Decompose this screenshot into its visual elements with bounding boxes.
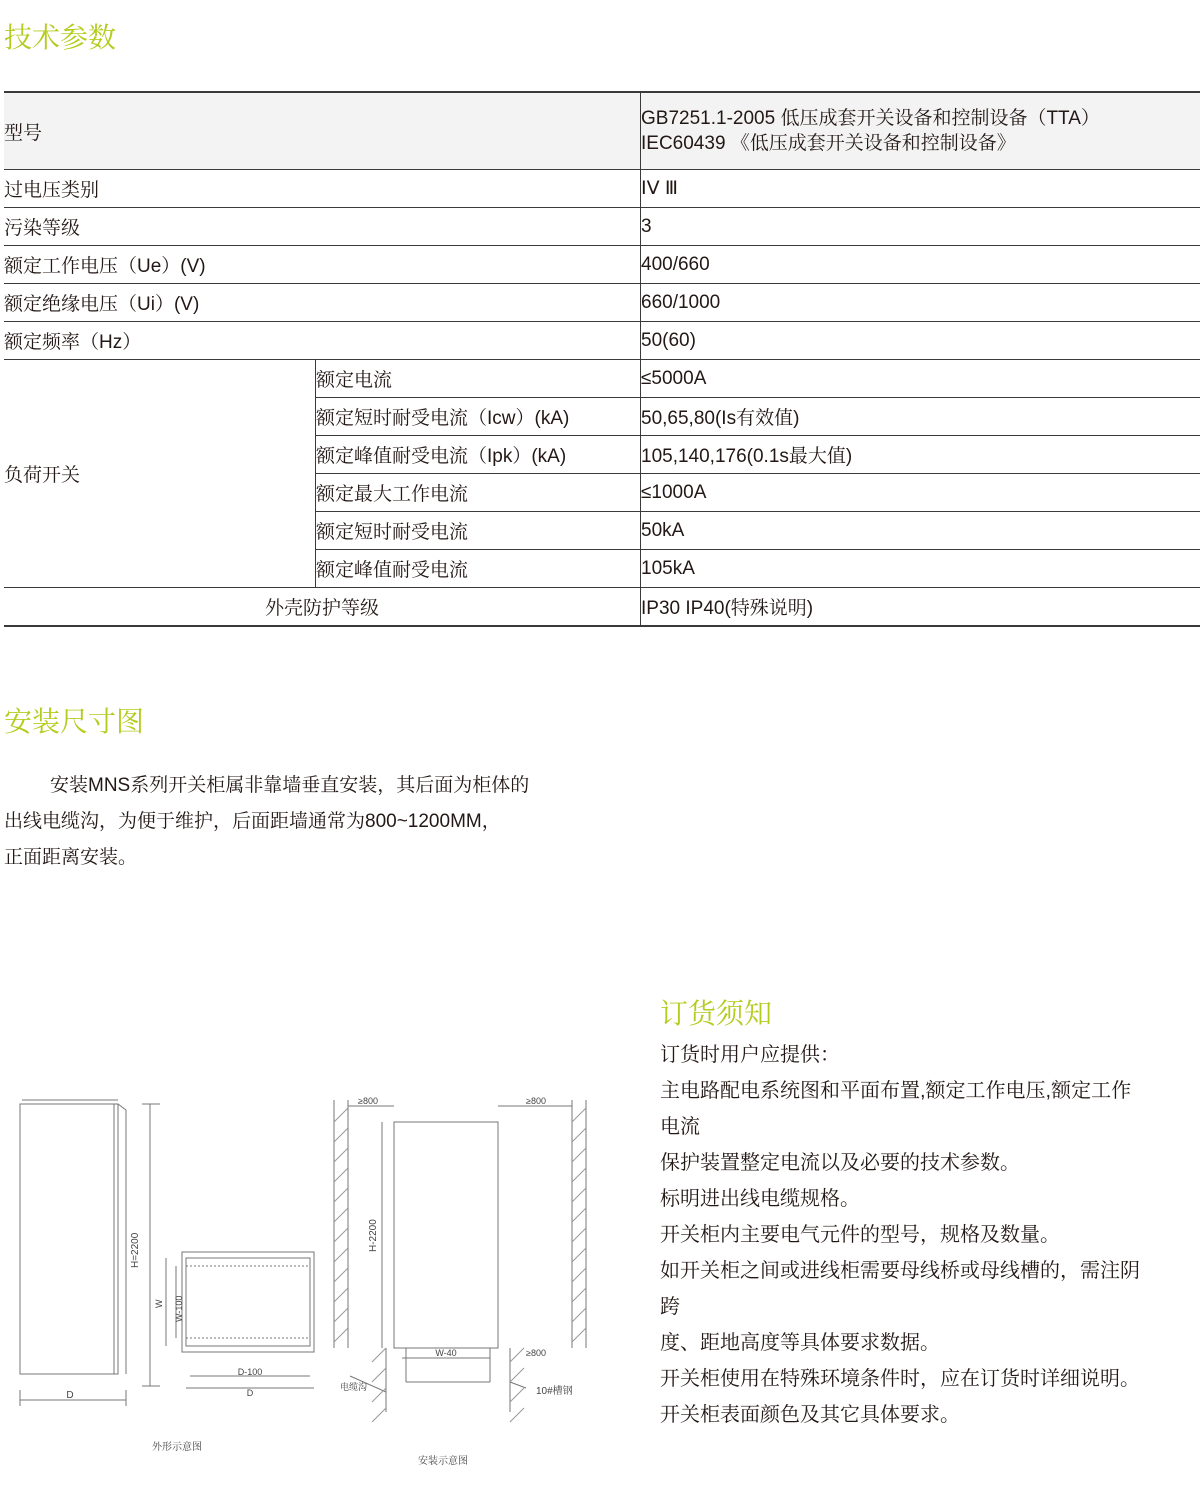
install-drawing <box>330 1092 602 1432</box>
outline-w-label: W <box>154 1299 164 1308</box>
order-line: 保护装置整定电流以及必要的技术参数。 <box>660 1152 1020 1174</box>
spec-label: 污染等级 <box>4 208 641 246</box>
spec-header-value-line2: IEC60439 《低压成套开关设备和控制设备》 <box>641 133 1016 154</box>
table-row <box>4 322 1200 360</box>
spec-label: 额定频率（Hz） <box>4 322 641 360</box>
outline-d100-label: D-100 <box>237 1367 263 1377</box>
table-row <box>4 588 1200 627</box>
spec-value: 105kA <box>641 550 1200 588</box>
spec-header-row <box>4 92 1200 170</box>
order-line: 电流 <box>660 1116 700 1138</box>
spec-value: 400/660 <box>641 246 1200 284</box>
spec-label: 过电压类别 <box>4 170 641 208</box>
order-line: 订货时用户应提供： <box>660 1044 840 1066</box>
spec-header-label: 型号 <box>4 92 641 170</box>
spec-value: 105,140,176(0.1s最大值) <box>641 436 1200 474</box>
order-notes-title: 订货须知 <box>660 998 773 1029</box>
install-ge800-left: ≥800 <box>358 1096 378 1106</box>
install-paragraph <box>4 768 624 876</box>
table-row <box>4 170 1200 208</box>
spec-value: 50kA <box>641 512 1200 550</box>
spec-sublabel: 额定最大工作电流 <box>316 474 641 512</box>
spec-sublabel: 额定峰值耐受电流（Ipk）(kA) <box>316 436 641 474</box>
outline-w100-label: W-100 <box>174 1295 184 1322</box>
order-line: 开关柜使用在特殊环境条件时，应在订货时详细说明。 <box>660 1368 1140 1390</box>
outline-d-bottom-label: D <box>246 1388 254 1398</box>
install-caption: 安装示意图 <box>418 1456 468 1467</box>
spec-sublabel: 额定峰值耐受电流 <box>316 550 641 588</box>
install-line: 正面距离安装。 <box>4 847 138 868</box>
table-row <box>4 284 1200 322</box>
order-line: 开关柜表面颜色及其它具体要求。 <box>660 1404 960 1426</box>
spec-value: ≤1000A <box>641 474 1200 512</box>
install-w40-label: W-40 <box>435 1348 457 1358</box>
outline-drawing <box>14 1090 324 1420</box>
spec-label: 额定绝缘电压（Ui）(V) <box>4 284 641 322</box>
cable-trench-label: 电缆沟 <box>340 1382 368 1392</box>
spec-table <box>4 91 1200 627</box>
order-line: 如开关柜之间或进线柜需要母线桥或母线槽的，需注阴 <box>660 1260 1140 1282</box>
load-switch-group-label: 负荷开关 <box>4 360 316 588</box>
install-dims-title: 安装尺寸图 <box>4 706 145 737</box>
order-line: 标明进出线电缆规格。 <box>660 1188 860 1210</box>
spec-sublabel: 额定电流 <box>316 360 641 398</box>
tech-params-title: 技术参数 <box>4 22 117 53</box>
order-line: 主电路配电系统图和平面布置,额定工作电压,额定工作 <box>660 1080 1132 1102</box>
order-notes-list <box>660 1037 1200 1433</box>
spec-value: ≤5000A <box>641 360 1200 398</box>
order-line: 跨 <box>660 1296 680 1318</box>
spec-value: ⅠⅤ Ⅲ <box>641 170 1200 208</box>
spec-value: 3 <box>641 208 1200 246</box>
cabinet-top-view <box>182 1252 314 1352</box>
cabinet-front-outline <box>20 1104 118 1374</box>
install-line: 出线电缆沟，为便于维护，后面距墙通常为800~1200MM， <box>4 811 501 832</box>
channel-steel-label: 10#槽钢 <box>536 1386 573 1397</box>
spec-sublabel: 额定短时耐受电流（Icw）(kA) <box>316 398 641 436</box>
table-row <box>4 246 1200 284</box>
outline-d-label: D <box>66 1390 74 1401</box>
table-row <box>4 208 1200 246</box>
outline-caption: 外形示意图 <box>152 1442 202 1453</box>
spec-sublabel: 额定短时耐受电流 <box>316 512 641 550</box>
install-h-label: H-2200 <box>368 1219 379 1252</box>
spec-value: 50,65,80(Is有效值) <box>641 398 1200 436</box>
spec-header-value <box>641 92 1200 170</box>
install-ge800-bottom: ≥800 <box>526 1348 546 1358</box>
spec-value: 660/1000 <box>641 284 1200 322</box>
spec-header-value-line1: GB7251.1-2005 低压成套开关设备和控制设备（TTA） <box>641 108 1100 129</box>
outline-h-label: H=2200 <box>130 1232 141 1268</box>
install-ge800-right: ≥800 <box>526 1096 546 1106</box>
install-line: 安装MNS系列开关柜属非靠墙垂直安装，其后面为柜体的 <box>50 775 530 796</box>
order-line: 开关柜内主要电气元件的型号，规格及数量。 <box>660 1224 1060 1246</box>
spec-value: IP30 IP40(特殊说明) <box>641 588 1200 627</box>
order-line: 度、距地高度等具体要求数据。 <box>660 1332 940 1354</box>
enclosure-protection-label: 外壳防护等级 <box>4 588 641 627</box>
table-row <box>4 360 1200 398</box>
spec-value: 50(60) <box>641 322 1200 360</box>
spec-label: 额定工作电压（Ue）(V) <box>4 246 641 284</box>
cabinet-side-outline <box>394 1122 498 1348</box>
